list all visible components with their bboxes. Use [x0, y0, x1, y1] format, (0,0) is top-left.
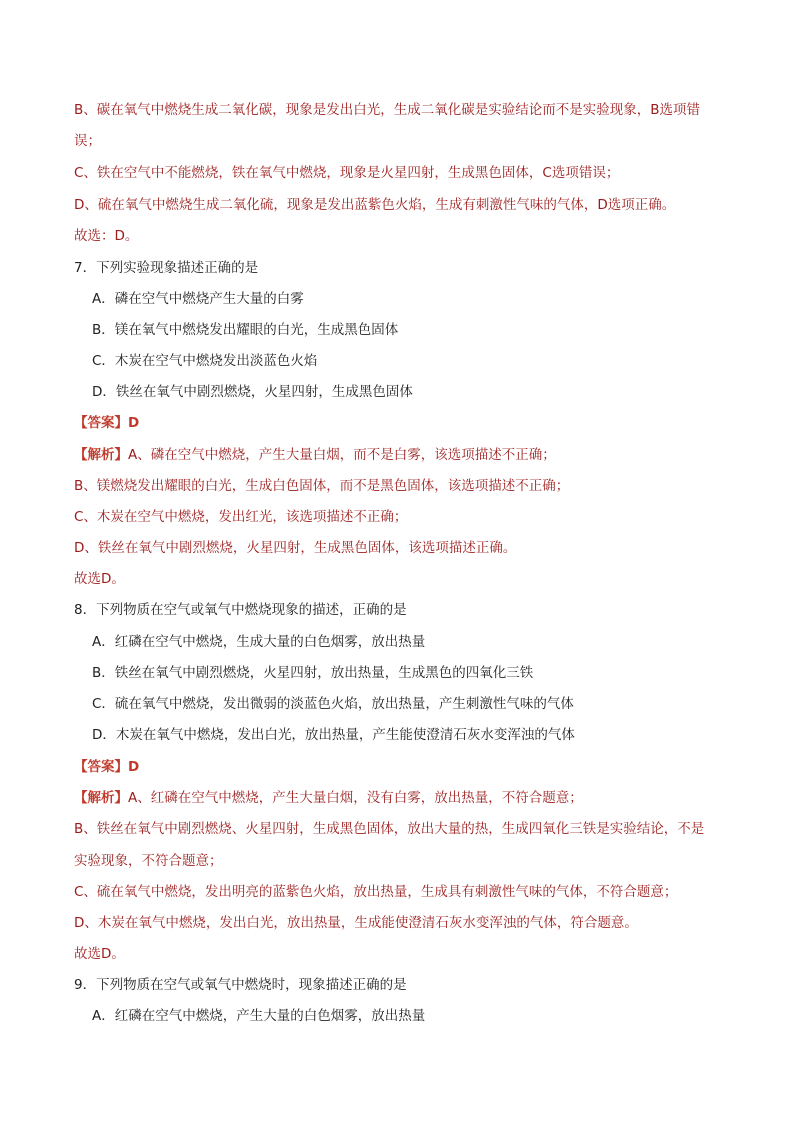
q7-analysis-label: 【解析】 [74, 447, 128, 463]
q7-answer: 【答案】D [74, 415, 140, 431]
q7-option-a: A．磷在空气中燃烧产生大量的白雾 [92, 291, 304, 307]
q9-option-a: A．红磷在空气中燃烧，产生大量的白色烟雾，放出热量 [92, 1008, 426, 1024]
q7-analysis-d: D、铁丝在氧气中剧烈燃烧，火星四射，生成黑色固体，该选项描述正确。 [74, 540, 517, 556]
q8-analysis-b: B、铁丝在氧气中剧烈燃烧、火星四射，生成黑色固体，放出大量的热，生成四氧化三铁是实验结论，不是 [74, 821, 705, 837]
q6-analysis-b-cont: 误； [74, 133, 101, 149]
q7-conclusion: 故选D。 [74, 571, 125, 587]
q8-conclusion: 故选D。 [74, 946, 125, 962]
q9-stem: 9．下列物质在空气或氧气中燃烧时，现象描述正确的是 [74, 977, 407, 993]
q7-option-c: C．木炭在空气中燃烧发出淡蓝色火焰 [92, 353, 318, 369]
q6-analysis-c: C、铁在空气中不能燃烧，铁在氧气中燃烧，现象是火星四射，生成黑色固体，C选项错误； [74, 165, 620, 181]
q7-analysis-b: B、镁燃烧发出耀眼的白光，生成白色固体，而不是黑色固体，该选项描述不正确； [74, 478, 570, 494]
q8-answer: 【答案】D [74, 759, 140, 775]
q8-option-b: B．铁丝在氧气中剧烈燃烧，火星四射，放出热量，生成黑色的四氧化三铁 [92, 665, 534, 681]
q8-analysis-label: 【解析】 [74, 790, 128, 806]
q6-analysis-d: D、硫在氧气中燃烧生成二氧化硫，现象是发出蓝紫色火焰，生成有刺激性气味的气体，D选项正确。 [74, 197, 676, 213]
q6-analysis-b: B、碳在氧气中燃烧生成二氧化碳，现象是发出白光，生成二氧化碳是实验结论而不是实验现象，B选项错 [74, 102, 701, 118]
q8-analysis-a [74, 788, 754, 808]
q7-analysis-a [74, 445, 754, 465]
q8-analysis-c: C、硫在氧气中燃烧，发出明亮的蓝紫色火焰，放出热量，生成具有刺激性气味的气体，不符合题意； [74, 884, 678, 900]
q7-option-d: D．铁丝在氧气中剧烈燃烧，火星四射，生成黑色固体 [92, 384, 413, 400]
q7-analysis-c: C、木炭在空气中燃烧，发出红光，该选项描述不正确； [74, 509, 408, 525]
q7-analysis-a-text: A、磷在空气中燃烧，产生大量白烟，而不是白雾，该选项描述不正确； [128, 447, 556, 463]
q8-option-a: A．红磷在空气中燃烧，生成大量的白色烟雾，放出热量 [92, 634, 426, 650]
q6-conclusion: 故选：D。 [74, 228, 139, 244]
q8-stem: 8．下列物质在空气或氧气中燃烧现象的描述，正确的是 [74, 602, 407, 618]
q7-option-b: B．镁在氧气中燃烧发出耀眼的白光，生成黑色固体 [92, 322, 399, 338]
q8-analysis-d: D、木炭在氧气中燃烧，发出白光，放出热量，生成能使澄清石灰水变浑浊的气体，符合题意。 [74, 915, 638, 931]
q8-analysis-b-cont: 实验现象，不符合题意； [74, 853, 223, 869]
q8-option-d: D．木炭在氧气中燃烧，发出白光，放出热量，产生能使澄清石灰水变浑浊的气体 [92, 727, 575, 743]
q7-stem: 7．下列实验现象描述正确的是 [74, 260, 259, 276]
q8-analysis-a-text: A、红磷在空气中燃烧，产生大量白烟，没有白雾，放出热量，不符合题意； [128, 790, 583, 806]
q8-option-c: C．硫在氧气中燃烧，发出微弱的淡蓝色火焰，放出热量，产生刺激性气味的气体 [92, 696, 574, 712]
